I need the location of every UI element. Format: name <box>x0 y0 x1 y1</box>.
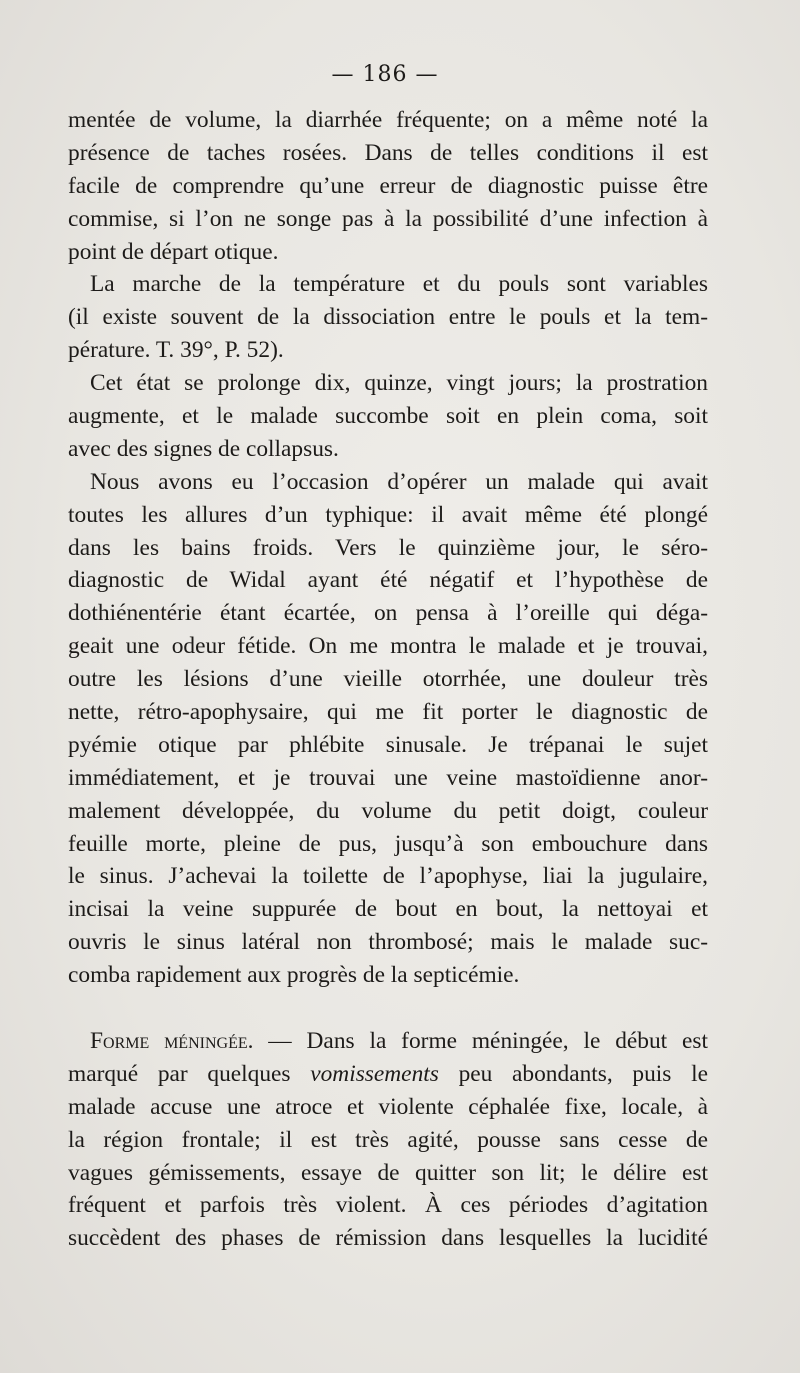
text-line: feuille morte, pleine de pus, jusqu’à son embouchure dans <box>68 830 708 857</box>
section-meningee <box>68 1025 708 1255</box>
text-line: augmente, et le malade succombe soit en plein coma, soit <box>68 403 708 430</box>
text-line: malade accuse une atroce et violente céphalée fixe, locale, à <box>68 1093 708 1120</box>
section-second-line <box>68 1058 708 1091</box>
text-line: Nous avons eu l’occasion d’opérer un malade qui avait <box>90 468 708 495</box>
text-line: avec des signes de collapsus. <box>68 435 339 462</box>
text-line: (il existe souvent de la dissociation entre le pouls et la tem- <box>68 304 708 331</box>
text-line: la région frontale; il est très agité, pousse sans cesse de <box>68 1126 708 1153</box>
section-heading-rest: — Dans la forme méningée, le début est <box>253 1028 708 1054</box>
text-line: vagues gémissements, essaye de quitter son lit; le délire est <box>68 1159 708 1186</box>
text-line: diagnostic de Widal ayant été négatif et l’hypothèse de <box>68 567 708 594</box>
text-line: nette, rétro-apophysaire, qui me fit porter le diagnostic de <box>68 699 708 726</box>
text-line: mentée de volume, la diarrhée fréquente; on a même noté la <box>68 107 708 133</box>
page-number: — 186 — <box>331 62 439 87</box>
section-heading: Forme méningée. <box>90 1028 254 1054</box>
text-line: immédiatement, et je trouvai une veine mastoïdienne anor- <box>68 764 708 791</box>
text-line: pyémie otique par phlébite sinusale. Je trépanai le sujet <box>68 731 708 758</box>
text-fragment: peu abondants, puis le <box>438 1060 708 1087</box>
text-line: point de départ otique. <box>68 238 279 265</box>
text-line: Cet état se prolonge dix, quinze, vingt jours; la prostration <box>90 370 708 397</box>
text-line: facile de comprendre qu’une erreur de diagnostic puisse être <box>68 172 708 199</box>
section-first-line <box>68 1025 708 1058</box>
body-text <box>68 104 708 992</box>
text-line: dans les bains froids. Vers le quinzième jour, le séro- <box>68 534 708 561</box>
text-line: La marche de la température et du pouls sont variables <box>90 271 708 298</box>
text-line: commise, si l’on ne songe pas à la possibilité d’une infection à <box>68 205 708 232</box>
italic-term: vomissements <box>310 1060 439 1087</box>
text-line: ouvris le sinus latéral non thrombosé; mais le malade suc- <box>68 929 708 956</box>
text-line: succèdent des phases de rémission dans lesquelles la lucidité <box>68 1225 708 1252</box>
text-line: dothiénentérie étant écartée, on pensa à l’oreille qui déga- <box>68 600 708 627</box>
text-fragment: marqué par quelques <box>68 1060 311 1087</box>
text-line: comba rapidement aux progrès de la septicémie. <box>68 962 520 989</box>
text-line: le sinus. J’achevai la toilette de l’apophyse, liai la jugulaire, <box>68 863 708 890</box>
text-line: outre les lésions d’une vieille otorrhée, une douleur très <box>68 666 708 693</box>
text-line: geait une odeur fétide. On me montra le malade et je trouvai, <box>68 633 708 660</box>
text-line: pérature. T. 39°, P. 52). <box>68 337 284 364</box>
text-line: présence de taches rosées. Dans de telles conditions il est <box>68 139 708 166</box>
text-line: toutes les allures d’un typhique: il avait même été plongé <box>68 501 708 528</box>
text-line: fréquent et parfois très violent. À ces périodes d’agitation <box>68 1192 708 1219</box>
text-line: incisai la veine suppurée de bout en bout, la nettoyai et <box>68 896 708 923</box>
text-line: malement développée, du volume du petit doigt, couleur <box>68 797 708 824</box>
